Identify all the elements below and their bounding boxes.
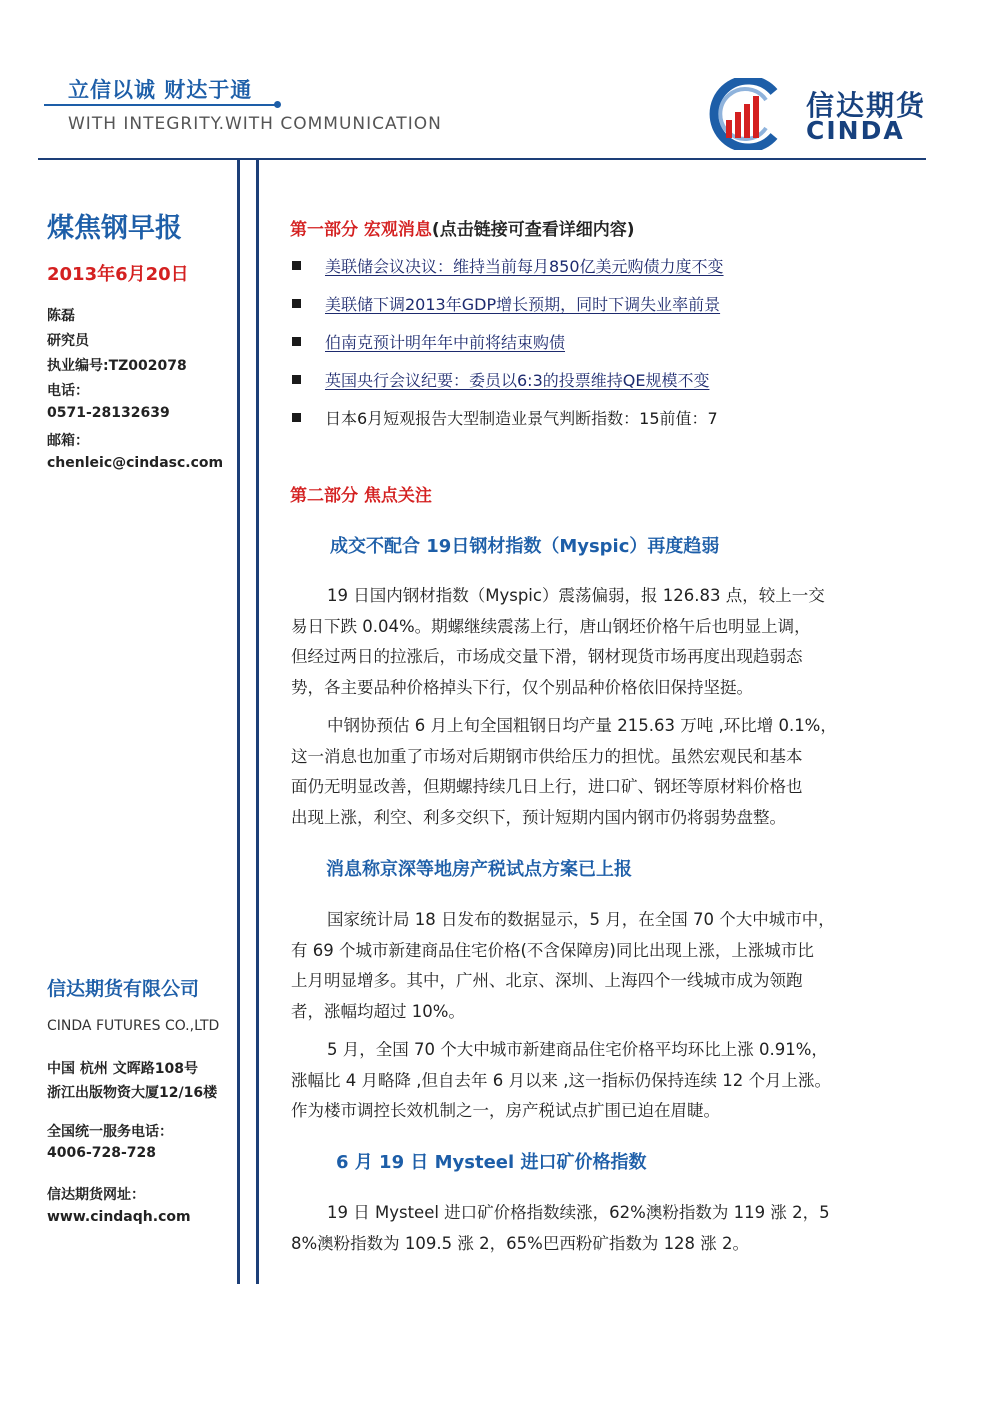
column-divider-right <box>256 160 259 1284</box>
bullet-square-icon <box>292 375 301 384</box>
article-title: 成交不配合 19日钢材指数（Myspic）再度趋弱 <box>330 536 720 557</box>
news-link[interactable]: 英国央行会议纪要：委员以6:3的投票维持QE规模不变 <box>325 371 710 390</box>
company-name: 信达期货有限公司 <box>47 978 200 1000</box>
paragraph-line: 19 日 Mysteel 进口矿价格指数续涨，62%澳粉指数为 119 涨 2，5 <box>327 1203 830 1222</box>
paragraph-line: 出现上涨，利空、利多交织下，预计短期内国内钢市仍将弱势盘整。 <box>291 807 786 827</box>
phone-label: 电话： <box>47 383 89 399</box>
website-label: 信达期货网址： <box>47 1187 145 1203</box>
section-1-title <box>290 215 634 240</box>
author-name: 陈磊 <box>47 308 75 324</box>
article-paragraph <box>291 905 847 1027</box>
paragraph-line: 上月明显增多。其中，广州、北京、深圳、上海四个一线城市成为领跑 <box>291 971 803 990</box>
article-title: 消息称京深等地房产税试点方案已上报 <box>326 859 632 880</box>
header-divider <box>38 158 926 160</box>
news-item <box>292 406 718 429</box>
section-1-title-main: 第一部分 宏观消息 <box>290 220 432 240</box>
motto-dot <box>274 101 281 108</box>
paragraph-line: 涨幅比 4 月略降 ,但自去年 6 月以来 ,这一指标仍保持连续 12 个月上涨。 <box>291 1070 831 1090</box>
article-paragraph <box>291 711 847 833</box>
news-link[interactable]: 伯南克预计明年年中前将结束购债 <box>325 333 566 352</box>
news-item[interactable] <box>292 368 709 391</box>
phone-number: 0571-28132639 <box>47 405 170 421</box>
paragraph-line: 势，各主要品种价格掉头下行，仅个别品种价格依旧保持坚挺。 <box>291 677 753 697</box>
website-url[interactable]: www.cindaqh.com <box>47 1209 191 1225</box>
motto-english: WITH INTEGRITY.WITH COMMUNICATION <box>68 114 442 134</box>
article-title: 6 月 19 日 Mysteel 进口矿价格指数 <box>336 1152 647 1173</box>
address-line: 中国 杭州 文晖路108号 <box>47 1061 198 1077</box>
news-item[interactable] <box>292 330 565 353</box>
news-link[interactable]: 美联储下调2013年GDP增长预期，同时下调失业率前景 <box>325 295 721 314</box>
news-item[interactable] <box>292 292 720 315</box>
paragraph-line: 但经过两日的拉涨后，市场成交量下滑，钢材现货市场再度出现趋弱态 <box>291 647 803 666</box>
news-item[interactable] <box>292 254 724 277</box>
column-divider-left <box>237 160 240 1284</box>
report-title: 煤焦钢早报 <box>47 213 182 244</box>
email-label: 邮箱： <box>47 433 89 449</box>
paragraph-line: 作为楼市调控长效机制之一，房产税试点扩围已迫在眉睫。 <box>291 1101 720 1120</box>
paragraph-line: 国家统计局 18 日发布的数据显示，5 月，在全国 70 个大中城市中， <box>327 910 835 929</box>
news-text: 日本6月短观报告大型制造业景气判断指数：15前值：7 <box>325 409 718 428</box>
company-name-english: CINDA FUTURES CO.,LTD <box>47 1018 220 1034</box>
paragraph-line: 者，涨幅均超过 10%。 <box>291 1001 465 1021</box>
bullet-square-icon <box>292 299 301 308</box>
author-role: 研究员 <box>47 333 89 349</box>
section-1-title-note: (点击链接可查看详细内容) <box>431 220 635 240</box>
author-license: 执业编号:TZ002078 <box>47 358 187 374</box>
logo-chinese-text: 信达期货 <box>806 89 927 122</box>
paragraph-line: 面仍无明显改善，但期螺持续几日上行，进口矿、钢坯等原材料价格也 <box>291 777 803 796</box>
bullet-square-icon <box>292 413 301 422</box>
paragraph-line: 中钢协预估 6 月上旬全国粗钢日均产量 215.63 万吨 ,环比增 0.1%， <box>327 716 837 735</box>
paragraph-line: 19 日国内钢材指数（Myspic）震荡偏弱，报 126.83 点，较上一交 <box>327 586 825 605</box>
paragraph-line: 有 69 个城市新建商品住宅价格(不含保障房)同比出现上涨，上涨城市比 <box>291 940 814 960</box>
email-address: chenleic@cindasc.com <box>47 455 224 471</box>
section-2-title: 第二部分 焦点关注 <box>290 486 432 506</box>
paragraph-line: 5 月，全国 70 个大中城市新建商品住宅价格平均环比上涨 0.91%， <box>327 1040 828 1059</box>
service-phone-label: 全国统一服务电话： <box>47 1124 173 1140</box>
logo-english-text: CINDA <box>806 116 905 145</box>
motto-underline <box>44 104 276 106</box>
motto-chinese: 立信以诚 财达于通 <box>68 78 253 102</box>
address-line: 浙江出版物资大厦12/16楼 <box>47 1085 218 1101</box>
paragraph-line: 易日下跌 0.04%。期螺继续震荡上行，唐山钢坯价格午后也明显上调， <box>291 616 811 636</box>
service-phone-number: 4006-728-728 <box>47 1145 157 1161</box>
bullet-square-icon <box>292 337 301 346</box>
article-paragraph <box>291 1198 847 1259</box>
article-paragraph <box>291 581 847 703</box>
news-link[interactable]: 美联储会议决议：维持当前每月850亿美元购债力度不变 <box>325 257 724 276</box>
report-date: 2013年6月20日 <box>47 264 189 285</box>
paragraph-line: 这一消息也加重了市场对后期钢市供给压力的担忧。虽然宏观民和基本 <box>291 746 803 766</box>
article-paragraph <box>291 1035 847 1127</box>
paragraph-line: 8%澳粉指数为 109.5 涨 2，65%巴西粉矿指数为 128 涨 2。 <box>291 1233 750 1253</box>
bullet-square-icon <box>292 261 301 270</box>
